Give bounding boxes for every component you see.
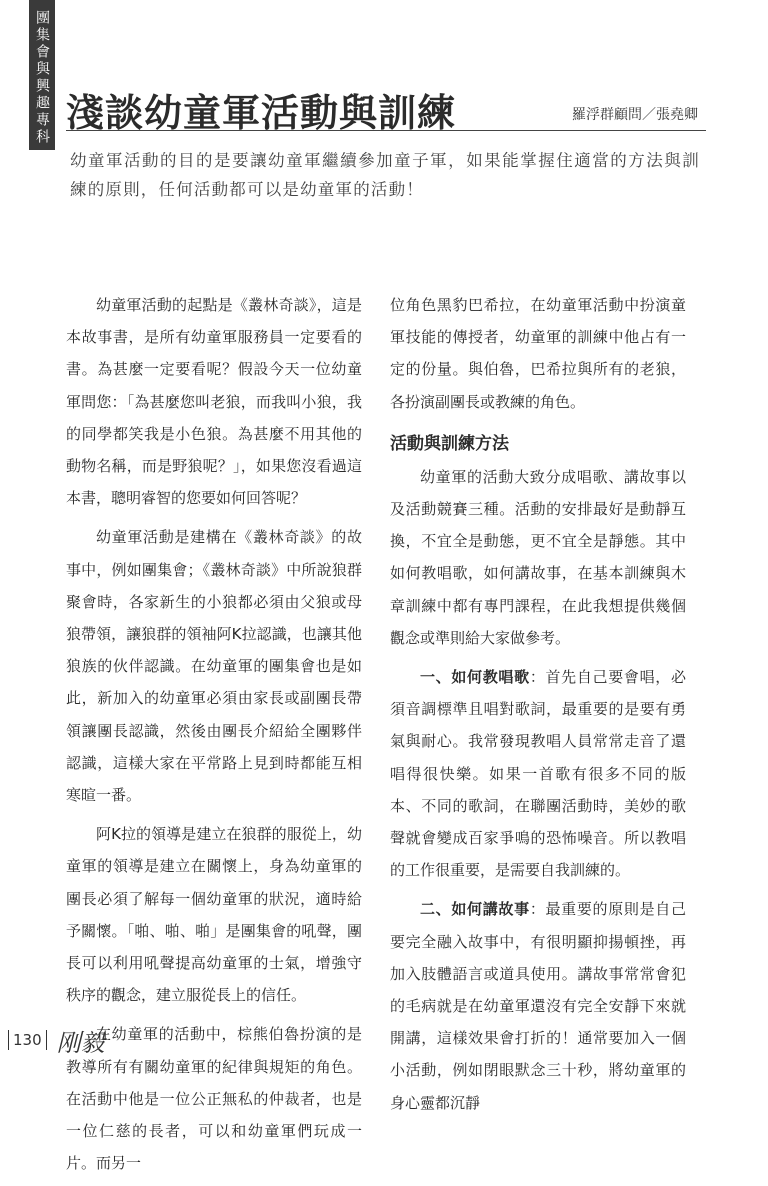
paragraph: 在幼童軍的活動中，棕熊伯魯扮演的是教導所有有關幼童軍的紀律與規矩的角色。在活動中他是一位公正無私的仲裁者，也是一位仁慈的長者，可以和幼童軍們玩成一片。而另一: [66, 1025, 362, 1173]
paragraph: 幼童軍活動是建構在《叢林奇談》的故事中，例如團集會；《叢林奇談》中所說狼群聚會時，各家新生的小狼都必須由父狼或母狼帶領，讓狼群的領袖阿K拉認識，也讓其他狼族的伙伴認識。在幼童軍的團集會也是如此，新加入的幼童軍必須由家長或副團長帶領讓團長認識，然後由團長介紹給全團夥伴認識，這樣大家在平常路上見到時都能互相寒暄一番。: [66, 528, 362, 805]
item-label: 一、如何教唱歌: [420, 668, 530, 687]
article-lead: 幼童軍活動的目的是要讓幼童軍繼續參加童子軍，如果能掌握住適當的方法與訓練的原則，任何活動都可以是幼童軍的活動！: [70, 151, 700, 199]
paragraph: 幼童軍活動的起點是《叢林奇談》，這是本故事書，是所有幼童軍服務員一定要看的書。為甚麼一定要看呢？假設今天一位幼童軍問您：「為甚麼您叫老狼，而我叫小狼，我的同學都笑我是小色狼。為甚麼不用其他的動物名稱，而是野狼呢？」，如果您沒看過這本書，聰明睿智的您要如何回答呢？: [66, 296, 362, 508]
title-divider: [66, 130, 706, 131]
page-number: 130: [8, 1030, 47, 1050]
paragraph: 阿K拉的領導是建立在狼群的服從上，幼童軍的領導是建立在關懷上，身為幼童軍的團長必須了解每一個幼童軍的狀況，適時給予關懷。「啪、啪、啪」是團集會的吼聲，團長可以利用吼聲提高幼童軍的士氣，增強守秩序的觀念，建立服從長上的信任。: [66, 825, 362, 1005]
section-heading: 活動與訓練方法: [390, 433, 509, 454]
left-column: [66, 289, 362, 1186]
page-footer: [8, 1020, 105, 1060]
magazine-logo: 刚毅: [56, 1028, 105, 1057]
item-text: ：最重要的原則是自己要完全融入故事中，有很明顯抑揚頓挫，再加入肢體語言或道具使用。講故事常常會犯的毛病就是在幼童軍還沒有完全安靜下來就開講，這樣效果會打折的！通常要加入一個小活動，例如閉眼默念三十秒，將幼童軍的身心靈都沉靜: [390, 900, 686, 1112]
paragraph: [390, 661, 686, 886]
paragraph: 位角色黑豹巴希拉，在幼童軍活動中扮演童軍技能的傳授者，幼童軍的訓練中他占有一定的份量。與伯魯，巴希拉與所有的老狼，各扮演副團長或教練的角色。: [390, 296, 686, 411]
paragraph: [390, 893, 686, 1118]
section-tab: 團集會與興趣專科: [29, 0, 55, 150]
item-text: ：首先自己要會唱，必須音調標準且唱對歌詞，最重要的是要有勇氣與耐心。我常發現教唱人員常常走音了還唱得很快樂。如果一首歌有很多不同的版本、不同的歌詞，在聯團活動時，美妙的歌聲就會變成百家爭鳴的恐怖噪音。所以教唱的工作很重要，是需要自我訓練的。: [390, 668, 686, 880]
article-author: 羅浮群顧問／張堯卿: [572, 107, 698, 123]
item-label: 二、如何講故事: [420, 900, 530, 919]
paragraph: 幼童軍的活動大致分成唱歌、講故事以及活動競賽三種。活動的安排最好是動靜互換，不宜全是動態，更不宜全是靜態。其中如何教唱歌，如何講故事，在基本訓練與木章訓練中都有專門課程，在此我想提供幾個觀念或準則給大家做參考。: [390, 467, 686, 647]
right-column: [390, 289, 686, 1126]
article-title: 淺談幼童軍活動與訓練: [66, 90, 457, 135]
